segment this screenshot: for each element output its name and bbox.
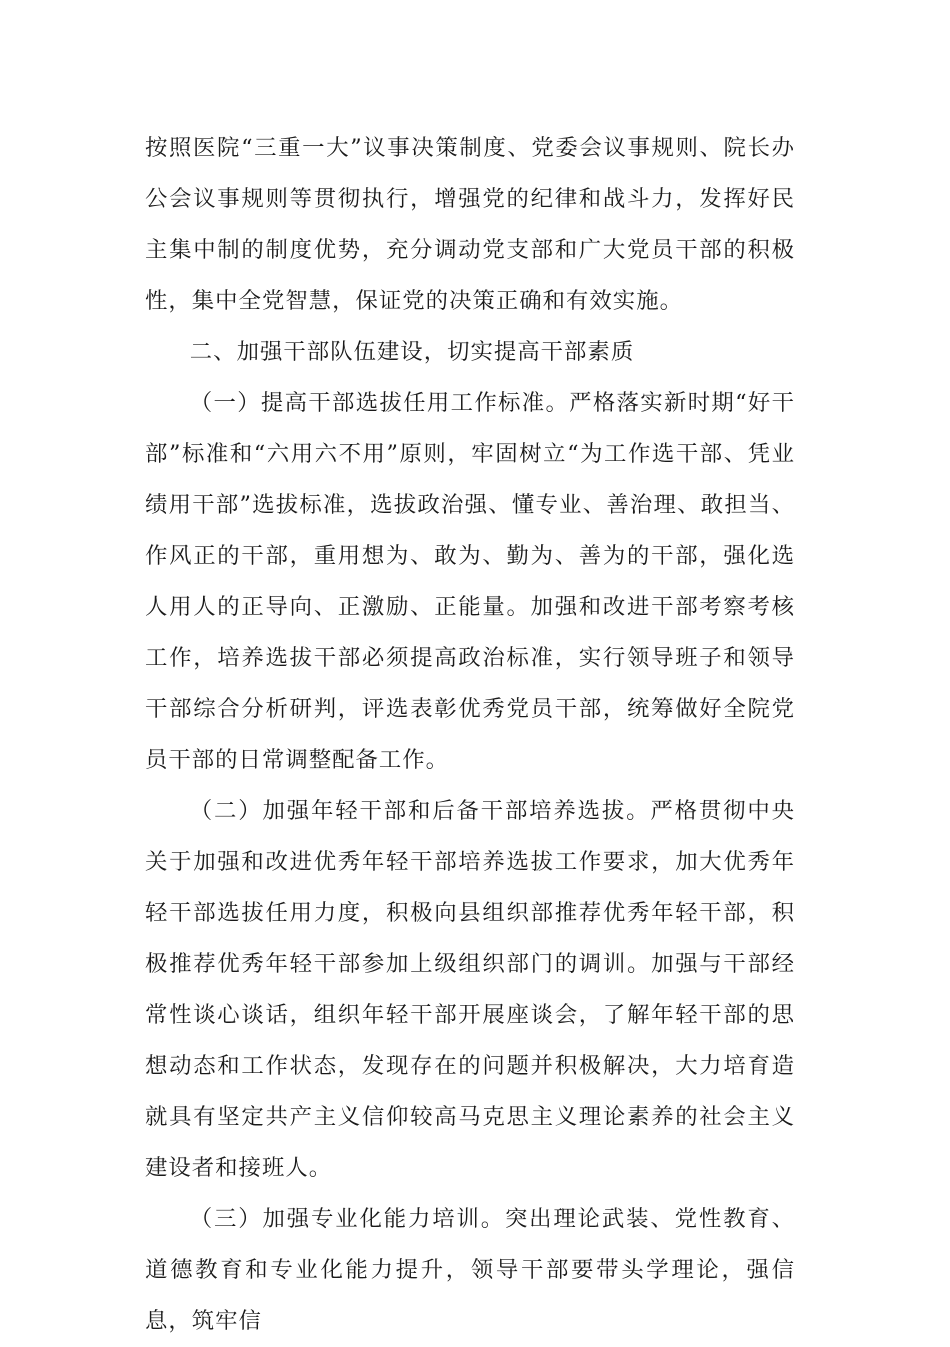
paragraph-item-3: （三）加强专业化能力培训。突出理论武装、党性教育、道德教育和专业化能力提升，领导干部要带头学理论，强信息，筑牢信 [145, 1206, 795, 1334]
paragraph-continuation: 按照医院“三重一大”议事决策制度、党委会议事规则、院长办公会议事规则等贯彻执行，增强党的纪律和战斗力，发挥好民主集中制的制度优势，充分调动党支部和广大党员干部的积极性，集中全党智慧，保证党的决策正确和有效实施。 [145, 135, 795, 314]
document-body [145, 123, 795, 1347]
section-heading: 二、加强干部队伍建设，切实提高干部素质 [189, 339, 635, 365]
paragraph-item-1: （一）提高干部选拔任用工作标准。严格落实新时期“好干部”标准和“六用六不用”原则，牢固树立“为工作选干部、凭业绩用干部”选拔标准，选拔政治强、懂专业、善治理、敢担当、作风正的干部，重用想为、敢为、勤为、善为的干部，强化选人用人的正导向、正激励、正能量。加强和改进干部考察考核工作，培养选拔干部必须提高政治标准，实行领导班子和领导干部综合分析研判，评选表彰优秀党员干部，统筹做好全院党员干部的日常调整配备工作。 [145, 390, 795, 773]
paragraph-item-2: （二）加强年轻干部和后备干部培养选拔。严格贯彻中央关于加强和改进优秀年轻干部培养选拔工作要求，加大优秀年轻干部选拔任用力度，积极向县组织部推荐优秀年轻干部，积极推荐优秀年轻干部参加上级组织部门的调训。加强与干部经常性谈心谈话，组织年轻干部开展座谈会，了解年轻干部的思想动态和工作状态，发现存在的问题并积极解决，大力培育造就具有坚定共产主义信仰较高马克思主义理论素养的社会主义建设者和接班人。 [145, 798, 795, 1181]
